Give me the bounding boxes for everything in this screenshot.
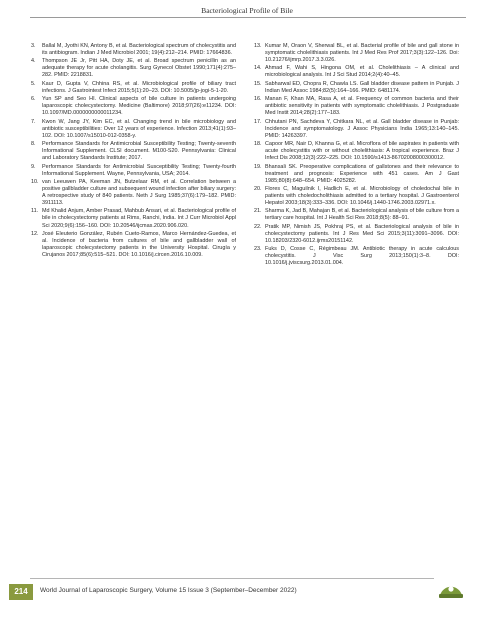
reference-item (254, 81, 459, 95)
reference-number: 7. (31, 118, 36, 125)
reference-number: 9. (31, 163, 36, 170)
reference-text: José Eleuterio González, Rubén Cueto-Ramos, Marco Hernández-Guedea, et al. Incidence of bacteria from cultures of bile and gallbladder wall of laparoscopic cholecystectomy patients in the University Hospital. Cirugía y Cirujanos 2017;85(6):515–521. DOI: 10.1016/j.circen.2016.10.009. (42, 230, 236, 258)
reference-item (254, 208, 459, 222)
reference-number: 21. (254, 208, 262, 215)
reference-item (31, 119, 236, 140)
reference-number: 19. (254, 163, 262, 170)
reference-item (31, 58, 236, 79)
reference-item (254, 246, 459, 267)
reference-number: 15. (254, 80, 262, 87)
reference-text: Ballal M, Jyothi KN, Antony B, et al. Bacteriological spectrum of cholecystitis and its antibiogram. Indian J Med Microbiol 2001; 19(4):212–214. PMID: 17664836. (42, 43, 236, 57)
reference-number: 12. (31, 230, 39, 237)
reference-text: Md Khalid Anjum, Amber Prasad, Mahbub Ansari, et al. Bacteriological profile of bile in cholecystectomy patients at Rims, Ranchi, India. Int J Curr Microbiol Appl Sci 2020;9(6):156–160. DOI: 10.20546/ijcmas.2020.906.020. (42, 208, 236, 229)
reference-number: 6. (31, 96, 36, 103)
header-divider (30, 17, 466, 18)
footer-divider (30, 578, 434, 579)
reference-text: Ahmad F, Wahi S, Hingona OM, et al. Cholelithiasis – A clinical and microbiological analysis. Int J Sci Stud 2014;2(4):40–45. (265, 65, 459, 79)
reference-number: 23. (254, 246, 262, 253)
reference-number: 17. (254, 118, 262, 125)
reference-item (31, 164, 236, 178)
reference-number: 3. (31, 43, 36, 49)
reference-text: Kwon W, Jang JY, Kim EC, et al. Changing trend in bile microbiology and antibiotic susceptibilities: Over 12 years of experience. Infection 2013;41(1):93–102. DOI: 10.1007/s15010-012-0358-y. (42, 118, 236, 139)
reference-text: Thompson JE Jr, Pitt HA, Doty JE, et al. Broad spectrum penicillin as an adequate therapy for acute cholangitis. Surg Gynecol Obstet 1990;171(4):275–282. PMID: 2218831. (42, 58, 236, 79)
running-title: Bacteriological Profile of Bile (201, 6, 293, 15)
reference-number: 4. (31, 58, 36, 65)
reference-text: Sharma K, Jad B, Mahajan B, et al. Bacteriological analysis of bile culture from a tertiary care hospital. Int J Health Sci Res 2018;8(5): 88–91. (265, 208, 459, 222)
reference-text: van Leeuwen PA, Keeman JN, Butzelaar RM, et al. Correlation between a positive gallbladder culture and subsequent wound infection after biliary surgery: A retrospective study of 840 patients. Neth J Surg 1985;37(6):179–182. PMID: 3911113. (42, 178, 236, 207)
reference-item (31, 43, 236, 57)
reference-text: Kaur D, Gupta V, Chhina RS, et al. Microbiological profile of biliary tract infections. J Gastrointest Infect 2015;5(1):20–23. DOI: 10.5005/jp-jogi-5-1-20. (42, 80, 236, 94)
reference-text: Performance Standards for Antimicrobial Susceptibility Testing; Twenty-fourth Informational Supplement. Wayne, Pennsylvania, USA; 2014. (42, 163, 236, 177)
reference-item (31, 96, 236, 117)
reference-item (254, 96, 459, 117)
reference-text: Sabharwal ED, Chopra R, Chawla LS. Gall bladder disease pattern in Punjab. J Indian Med Assoc 1984;82(5):164–166. PMID: 6481174. (265, 80, 459, 94)
reference-number: 16. (254, 96, 262, 103)
reference-item (31, 179, 236, 207)
journal-citation: World Journal of Laparoscopic Surgery, Volume 15 Issue 3 (September–December 2022) (40, 587, 297, 594)
reference-text: Kumar M, Oraon V, Sherwal BL, et al. Bacterial profile of bile and gall stone in symptomatic cholelithiasis patients. Int J Med Res Prof 2017;3(3):122–126. Doi: 10.21276/ijmrp.2017.3.3.026. (265, 43, 459, 64)
page-footer (0, 578, 494, 602)
reference-item (31, 231, 236, 259)
references-column-left (31, 43, 236, 260)
reference-item (254, 164, 459, 185)
reference-item (254, 65, 459, 79)
reference-number: 13. (254, 43, 262, 49)
reference-number: 22. (254, 223, 262, 230)
reference-item (254, 186, 459, 207)
reference-number: 20. (254, 185, 262, 192)
reference-text: Fuks D, Cosse C, Régimbeau JM. Antibiotic therapy in acute calculous cholecystitis. J Visc Surg 2013;150(1):3–8. DOI: 10.1016/j.jviscsurg.2013.01.004. (265, 246, 459, 267)
reference-text: Chhutani PN, Sachdeva Y, Chitkara NL, et al. Gall bladder disease in Punjab: Incidence and symptomatology. J Assoc Physicians India 1965;13:140–145. PMID: 14263397. (265, 118, 459, 139)
reference-number: 10. (31, 178, 39, 185)
reference-item (254, 43, 459, 64)
publisher-logo-icon (437, 580, 465, 600)
reference-number: 11. (31, 208, 39, 215)
reference-text: Pratik MP, Nimish JS, Pokhraj PS, et al. Bacteriological analysis of bile in cholecystectomy patients. Int J Res Med Sci 2015;3(11):3091–3096. DOI: 10.18203/2320-6012.ijrms20151142. (265, 223, 459, 244)
reference-item (254, 119, 459, 140)
reference-number: 8. (31, 141, 36, 148)
reference-text: Yun SP and Seo HI. Clinical aspects of bile culture in patients undergoing laparoscopic cholecystectomy. Medicine (Baltimore) 2018;97(26):e11234. DOI: 10.1097/MD.0000000000011234. (42, 96, 236, 117)
reference-text: Capoor MR, Nair D, Khanna G, et al. Microflora of bile aspirates in patients with acute cholecystitis with or without cholelithiasis: A tropical experience. Braz J Infect Dis 2008;12(3):222–225. DOI: 10.1590/s1413-86702008000300012. (265, 141, 459, 162)
reference-text: Manan F, Khan MA, Rasa A, et al. Frequency of common bacteria and their antibiotic sensitivity in patients with symptomatic cholelithiasis. J Postgraduate Med Instit 2014;28(2):177–183. (265, 96, 459, 117)
reference-item (254, 141, 459, 162)
reference-item (31, 81, 236, 95)
reference-item (31, 208, 236, 229)
references-column-right (254, 43, 459, 269)
page-number: 214 (9, 584, 33, 600)
reference-text: Flores C, Maguilnik I, Hadlich E, et al. Microbiology of choledochal bile in patients with choledocholithiasis admitted to a tertiary hospital. J Gastroenterol Hepatol 2003;18(3):333–336. DOI: 10.1046/j.1440-1746.2003.02971.x. (265, 185, 459, 207)
reference-number: 5. (31, 80, 36, 87)
reference-number: 14. (254, 65, 262, 72)
reference-item (254, 224, 459, 245)
reference-text: Performance Standards for Antimicrobial Susceptibility Testing; Twenty-seventh Informational Supplement. CLSI document. M100-S20. Pennsylvania: Clinical and Laboratory Standards Institute; 2017. (42, 141, 236, 162)
reference-number: 18. (254, 141, 262, 148)
reference-item (31, 141, 236, 162)
reference-text: Bhansali SK. Preoperative complications of gallstones and their relevance to treatment and prognosis: Experience with 451 cases. Am J Gast 1985;80(8):648–654. PMID: 4025282. (265, 163, 459, 184)
